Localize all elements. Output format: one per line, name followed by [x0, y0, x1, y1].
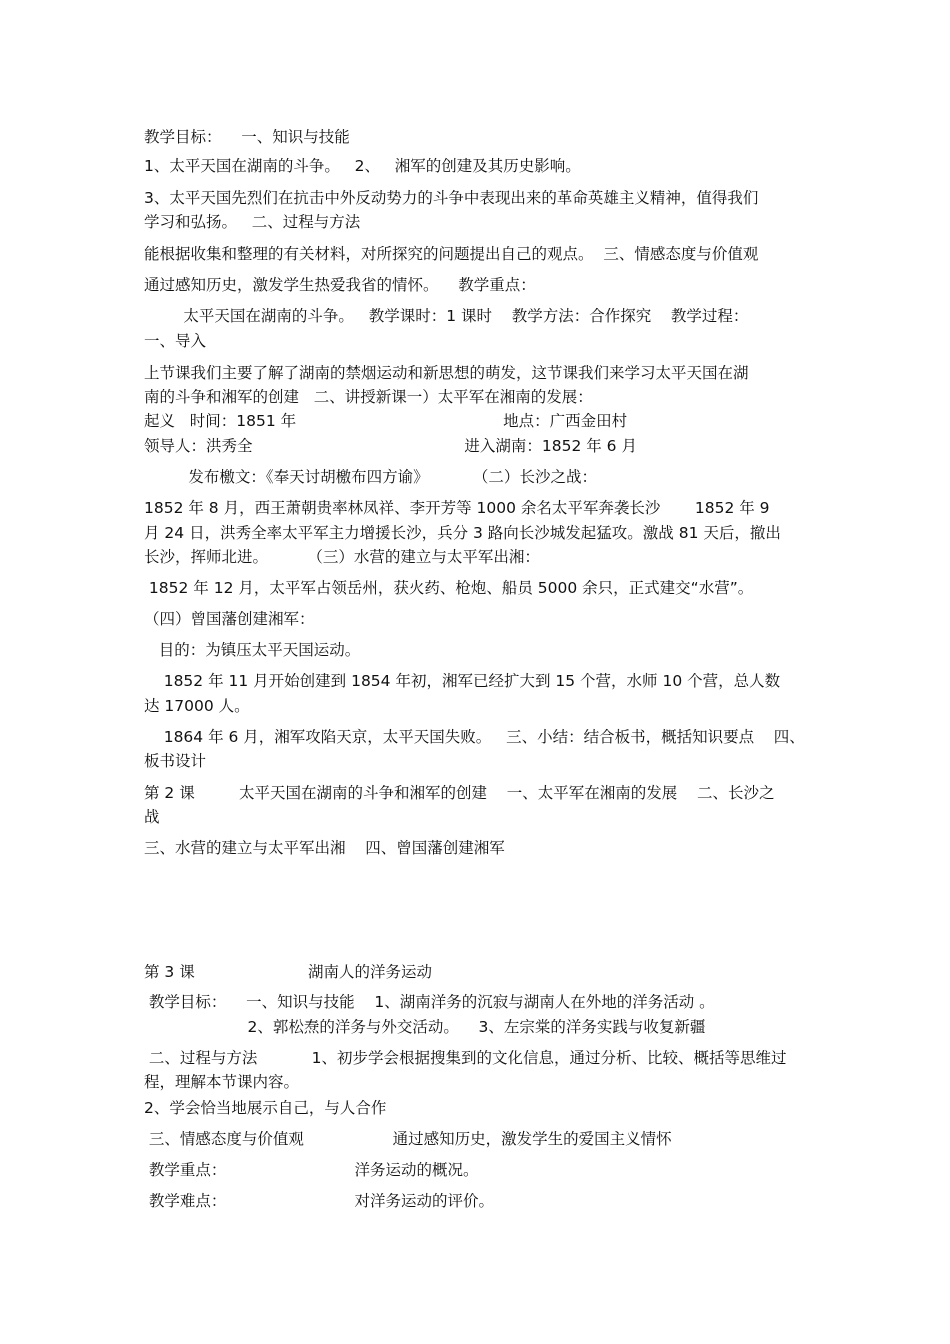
text-line: 学习和弘扬。 二、过程与方法 [144, 213, 361, 231]
text-line: 第 2 课 太平天国在湖南的斗争和湘军的创建 一、太平军在湘南的发展 二、长沙之 [144, 784, 775, 802]
text-line: 第 3 课 湖南人的洋务运动 [144, 963, 433, 981]
text-line: 领导人：洪秀全 进入湖南：1852 年 6 月 [144, 437, 637, 455]
text-line: 板书设计 [144, 752, 207, 770]
text-line: 目的：为镇压太平天国运动。 [144, 641, 361, 659]
text-line: 2、学会恰当地展示自己，与人合作 [144, 1099, 387, 1117]
text-line: 1852 年 12 月，太平军占领岳州，获火药、枪炮、船员 5000 余只，正式建交“水营”。 [144, 579, 754, 597]
text-line: 教学难点： 对洋务运动的评价。 [144, 1192, 495, 1210]
text-line: 1864 年 6 月，湘军攻陷天京，太平天国失败。 三、小结：结合板书，概括知识要点 四、 [144, 728, 805, 746]
text-line: 起义 时间：1851 年 地点：广西金田村 [144, 412, 628, 430]
text-line: 长沙，挥师北进。 （三）水营的建立与太平军出湘： [144, 548, 540, 566]
text-line: 达 17000 人。 [144, 697, 250, 715]
text-line: 能根据收集和整理的有关材料，对所探究的问题提出自己的观点。 三、情感态度与价值观 [144, 245, 759, 263]
text-line: 1852 年 11 月开始创建到 1854 年初，湘军已经扩大到 15 个营，水师 10 个营，总人数 [144, 672, 781, 690]
text-line: 上节课我们主要了解了湖南的禁烟运动和新思想的萌发，这节课我们来学习太平天国在湖 [144, 364, 749, 382]
text-line: 太平天国在湖南的斗争。 教学课时：1 课时 教学方法：合作探究 教学过程： [144, 307, 749, 325]
text-line: 三、情感态度与价值观 通过感知历史，激发学生的爱国主义情怀 [144, 1130, 672, 1148]
text-line: 教学目标： 一、知识与技能 [144, 128, 350, 146]
text-line: 战 [144, 808, 160, 826]
text-line: 通过感知历史，激发学生热爱我省的情怀。 教学重点： [144, 276, 536, 294]
text-line: 2、郭松焘的洋务与外交活动。 3、左宗棠的洋务实践与收复新疆 [144, 1018, 706, 1036]
text-line: 3、太平天国先烈们在抗击中外反动势力的斗争中表现出来的革命英雄主义精神，值得我们 [144, 189, 759, 207]
text-line: 三、水营的建立与太平军出湘 四、曾国藩创建湘军 [144, 839, 505, 857]
text-line: 发布檄文：《奉天讨胡檄布四方谕》 （二）长沙之战： [144, 468, 597, 486]
text-line: 1、太平天国在湖南的斗争。 2、 湘军的创建及其历史影响。 [144, 157, 581, 175]
text-line: 1852 年 8 月，西王萧朝贵率林凤祥、李开芳等 1000 余名太平军奔袭长沙 1852 年 9 [144, 499, 770, 517]
text-line: 二、过程与方法 1、初步学会根据搜集到的文化信息，通过分析、比较、概括等思维过 [144, 1049, 787, 1067]
text-line: 教学重点： 洋务运动的概况。 [144, 1161, 479, 1179]
text-line: 教学目标： 一、知识与技能 1、湖南洋务的沉寂与湖南人在外地的洋务活动 。 [144, 993, 715, 1011]
text-line: （四）曾国藩创建湘军： [144, 610, 315, 628]
text-line: 一、导入 [144, 332, 207, 350]
text-line: 月 24 日，洪秀全率太平军主力增援长沙，兵分 3 路向长沙城发起猛攻。激战 81 天后，撤出 [144, 524, 781, 542]
text-line: 南的斗争和湘军的创建 二、讲授新课一）太平军在湘南的发展： [144, 388, 593, 406]
text-line: 程，理解本节课内容。 [144, 1073, 300, 1091]
